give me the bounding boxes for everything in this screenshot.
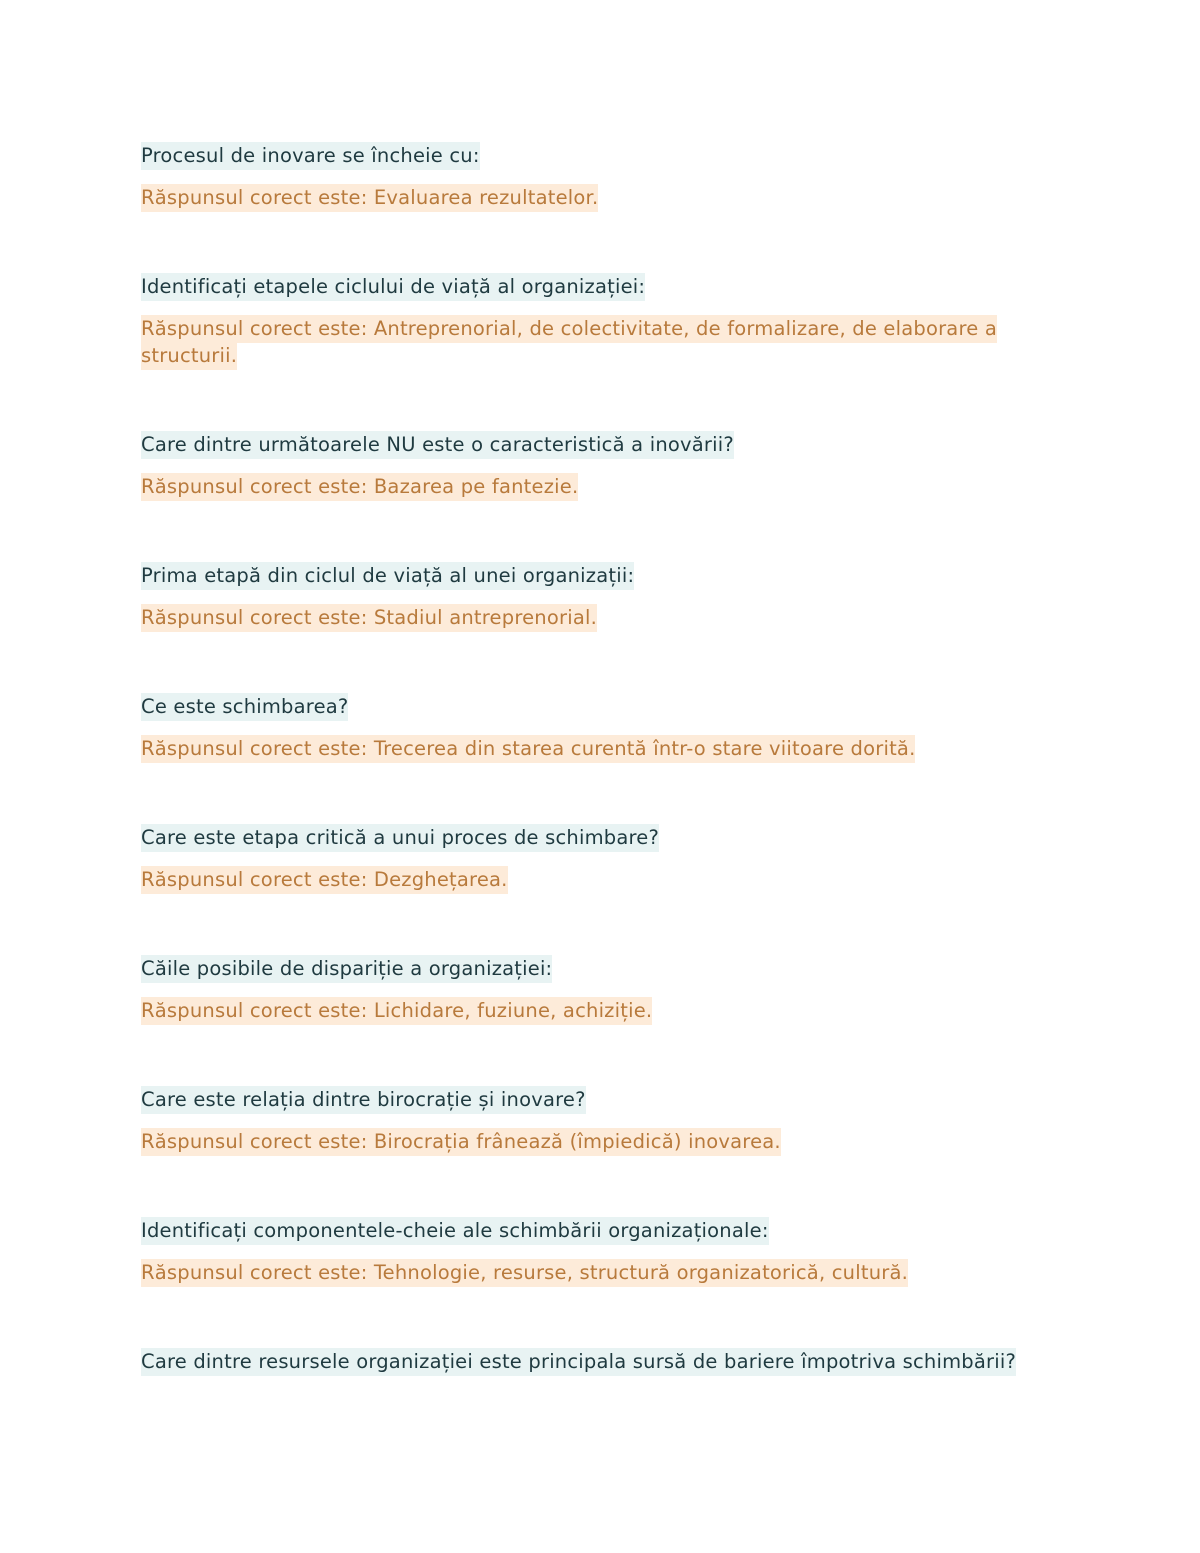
- answer-text: Răspunsul corect este: Birocrația frânează (împiedică) inovarea.: [141, 1128, 1061, 1155]
- qa-item-2: [141, 273, 1061, 369]
- question-text: Care este etapa critică a unui proces de schimbare?: [141, 824, 1061, 851]
- question-text: Căile posibile de dispariție a organizației:: [141, 955, 1061, 982]
- answer-text: Răspunsul corect este: Bazarea pe fantezie.: [141, 473, 1061, 500]
- question-text: Identificați componentele-cheie ale schimbării organizaționale:: [141, 1217, 1061, 1244]
- qa-item-10: [141, 1348, 1061, 1375]
- qa-item-3: [141, 431, 1061, 500]
- qa-item-4: [141, 562, 1061, 631]
- qa-item-5: [141, 693, 1061, 762]
- document-page: [141, 142, 1061, 1437]
- answer-text: Răspunsul corect este: Dezghețarea.: [141, 866, 1061, 893]
- qa-item-7: [141, 955, 1061, 1024]
- answer-text: Răspunsul corect este: Lichidare, fuziune, achiziție.: [141, 997, 1061, 1024]
- answer-text: Răspunsul corect este: Stadiul antreprenorial.: [141, 604, 1061, 631]
- qa-item-8: [141, 1086, 1061, 1155]
- question-text: Care dintre următoarele NU este o caracteristică a inovării?: [141, 431, 1061, 458]
- question-text: Prima etapă din ciclul de viață al unei organizații:: [141, 562, 1061, 589]
- question-text: Ce este schimbarea?: [141, 693, 1061, 720]
- answer-text: Răspunsul corect este: Evaluarea rezultatelor.: [141, 184, 1061, 211]
- question-text: Identificați etapele ciclului de viață al organizației:: [141, 273, 1061, 300]
- answer-text: Răspunsul corect este: Antreprenorial, de colectivitate, de formalizare, de elaborare a structurii.: [141, 315, 1061, 369]
- qa-item-1: [141, 142, 1061, 211]
- question-text: Procesul de inovare se încheie cu:: [141, 142, 1061, 169]
- question-text: Care este relația dintre birocrație și inovare?: [141, 1086, 1061, 1113]
- answer-text: Răspunsul corect este: Tehnologie, resurse, structură organizatorică, cultură.: [141, 1259, 1061, 1286]
- qa-item-9: [141, 1217, 1061, 1286]
- answer-text: Răspunsul corect este: Trecerea din starea curentă într-o stare viitoare dorită.: [141, 735, 1061, 762]
- question-text: Care dintre resursele organizației este principala sursă de bariere împotriva schimbării?: [141, 1348, 1061, 1375]
- qa-item-6: [141, 824, 1061, 893]
